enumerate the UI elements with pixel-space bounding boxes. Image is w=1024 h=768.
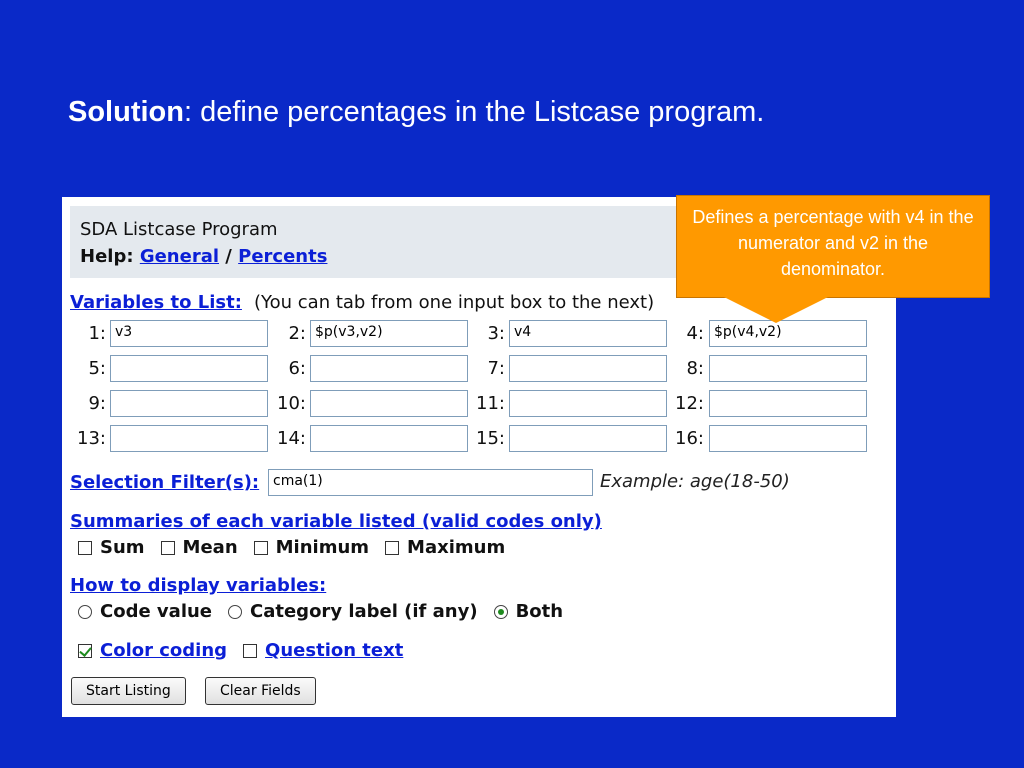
variable-input-11[interactable] <box>509 390 667 417</box>
slide-title <box>68 96 764 129</box>
var-number: 3: <box>487 323 505 344</box>
var-number: 14: <box>277 428 306 449</box>
callout-box: Defines a percentage with v4 in the numerator and v2 in the denominator. <box>676 195 990 298</box>
both-label: Both <box>515 601 564 622</box>
variable-input-12[interactable] <box>709 390 867 417</box>
help-separator: / <box>225 246 232 267</box>
callout-pointer <box>724 297 828 323</box>
variable-input-9[interactable] <box>110 390 268 417</box>
selection-filter-input[interactable]: cma(1) <box>268 469 593 496</box>
display-variables-link[interactable]: How to display variables: <box>70 575 327 596</box>
var-number: 8: <box>686 358 704 379</box>
variables-to-list-link[interactable]: Variables to List: <box>70 292 242 313</box>
variable-input-16[interactable] <box>709 425 867 452</box>
both-radio[interactable] <box>494 605 508 619</box>
start-listing-button[interactable]: Start Listing <box>71 677 186 705</box>
maximum-checkbox[interactable] <box>385 541 399 555</box>
category-label-radio[interactable] <box>228 605 242 619</box>
variable-input-15[interactable] <box>509 425 667 452</box>
variable-input-13[interactable] <box>110 425 268 452</box>
summaries-link[interactable]: Summaries of each variable listed (valid codes only) <box>70 511 602 532</box>
sum-label: Sum <box>100 537 145 558</box>
maximum-label: Maximum <box>407 537 506 558</box>
var-number: 5: <box>88 358 106 379</box>
variable-input-4[interactable]: $p(v4,v2) <box>709 320 867 347</box>
summaries-options <box>78 537 521 558</box>
extra-options <box>78 640 419 661</box>
var-number: 6: <box>288 358 306 379</box>
question-text-checkbox[interactable] <box>243 644 257 658</box>
code-value-label: Code value <box>100 601 213 622</box>
variable-input-8[interactable] <box>709 355 867 382</box>
var-number: 4: <box>686 323 704 344</box>
var-number: 10: <box>277 393 306 414</box>
variable-input-7[interactable] <box>509 355 667 382</box>
minimum-label: Minimum <box>275 537 370 558</box>
selection-filter-link[interactable]: Selection Filter(s): <box>70 472 260 493</box>
slide-title-bold: Solution <box>68 96 184 128</box>
clear-fields-button[interactable]: Clear Fields <box>205 677 316 705</box>
program-header <box>70 206 690 278</box>
program-title: SDA Listcase Program <box>80 219 278 240</box>
code-value-radio[interactable] <box>78 605 92 619</box>
mean-checkbox[interactable] <box>161 541 175 555</box>
question-text-link[interactable]: Question text <box>265 640 404 661</box>
var-number: 15: <box>476 428 505 449</box>
help-label: Help: <box>80 246 134 267</box>
color-coding-link[interactable]: Color coding <box>100 640 228 661</box>
help-line <box>80 246 327 267</box>
variable-input-14[interactable] <box>310 425 468 452</box>
var-number: 13: <box>77 428 106 449</box>
category-label-label: Category label (if any) <box>250 601 478 622</box>
variables-note: (You can tab from one input box to the next) <box>254 292 655 313</box>
var-number: 9: <box>88 393 106 414</box>
mean-label: Mean <box>182 537 238 558</box>
help-general-link[interactable]: General <box>139 246 220 267</box>
var-number: 16: <box>675 428 704 449</box>
variable-input-6[interactable] <box>310 355 468 382</box>
color-coding-checkbox[interactable] <box>78 644 92 658</box>
variable-input-2[interactable]: $p(v3,v2) <box>310 320 468 347</box>
var-number: 12: <box>675 393 704 414</box>
minimum-checkbox[interactable] <box>254 541 268 555</box>
help-percents-link[interactable]: Percents <box>238 246 328 267</box>
variable-input-3[interactable]: v4 <box>509 320 667 347</box>
var-number: 11: <box>476 393 505 414</box>
var-number: 2: <box>288 323 306 344</box>
slide-title-rest: : define percentages in the Listcase program. <box>183 96 765 128</box>
sum-checkbox[interactable] <box>78 541 92 555</box>
filter-example: Example: age(18-50) <box>600 471 790 492</box>
variable-input-1[interactable]: v3 <box>110 320 268 347</box>
variable-input-5[interactable] <box>110 355 268 382</box>
var-number: 1: <box>88 323 106 344</box>
display-options <box>78 601 579 622</box>
var-number: 7: <box>487 358 505 379</box>
variable-input-10[interactable] <box>310 390 468 417</box>
